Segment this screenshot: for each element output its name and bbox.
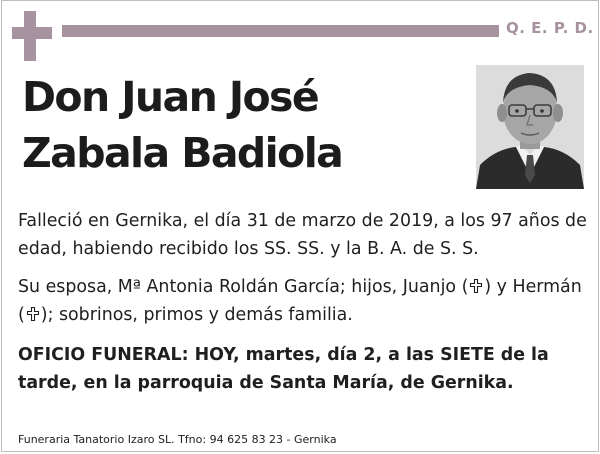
family-text-1: Su esposa, Mª Antonia Roldán García; hijos, Juanjo ( xyxy=(18,277,469,297)
family-text-3: ); sobrinos, primos y demás familia. xyxy=(40,305,353,325)
header-rule xyxy=(62,25,499,37)
funeral-service-paragraph: OFICIO FUNERAL: HOY, martes, día 2, a las SIETE de la tarde, en la parroquia de Santa María, de Gernika. xyxy=(18,345,549,393)
deceased-name xyxy=(22,69,452,181)
name-line-2: Zabala Badiola xyxy=(22,129,343,177)
cross-icon xyxy=(25,303,41,319)
family-paragraph xyxy=(18,273,590,329)
death-notice-paragraph: Falleció en Gernika, el día 31 de marzo de 2019, a los 97 años de edad, habiendo recibido los SS. SS. y la B. A. de S. S. xyxy=(18,211,587,259)
portrait-photo xyxy=(476,65,584,189)
obituary-card xyxy=(1,0,599,452)
name-line-1: Don Juan José xyxy=(22,73,319,121)
qepd-label: Q. E. P. D. xyxy=(506,19,594,37)
cross-icon xyxy=(468,275,484,291)
funeral-home-footer: Funeraria Tanatorio Izaro SL. Tfno: 94 625 83 23 - Gernika xyxy=(18,433,337,446)
family-text-2: ) y Hermán ( xyxy=(18,277,582,325)
cross-icon xyxy=(12,11,52,61)
